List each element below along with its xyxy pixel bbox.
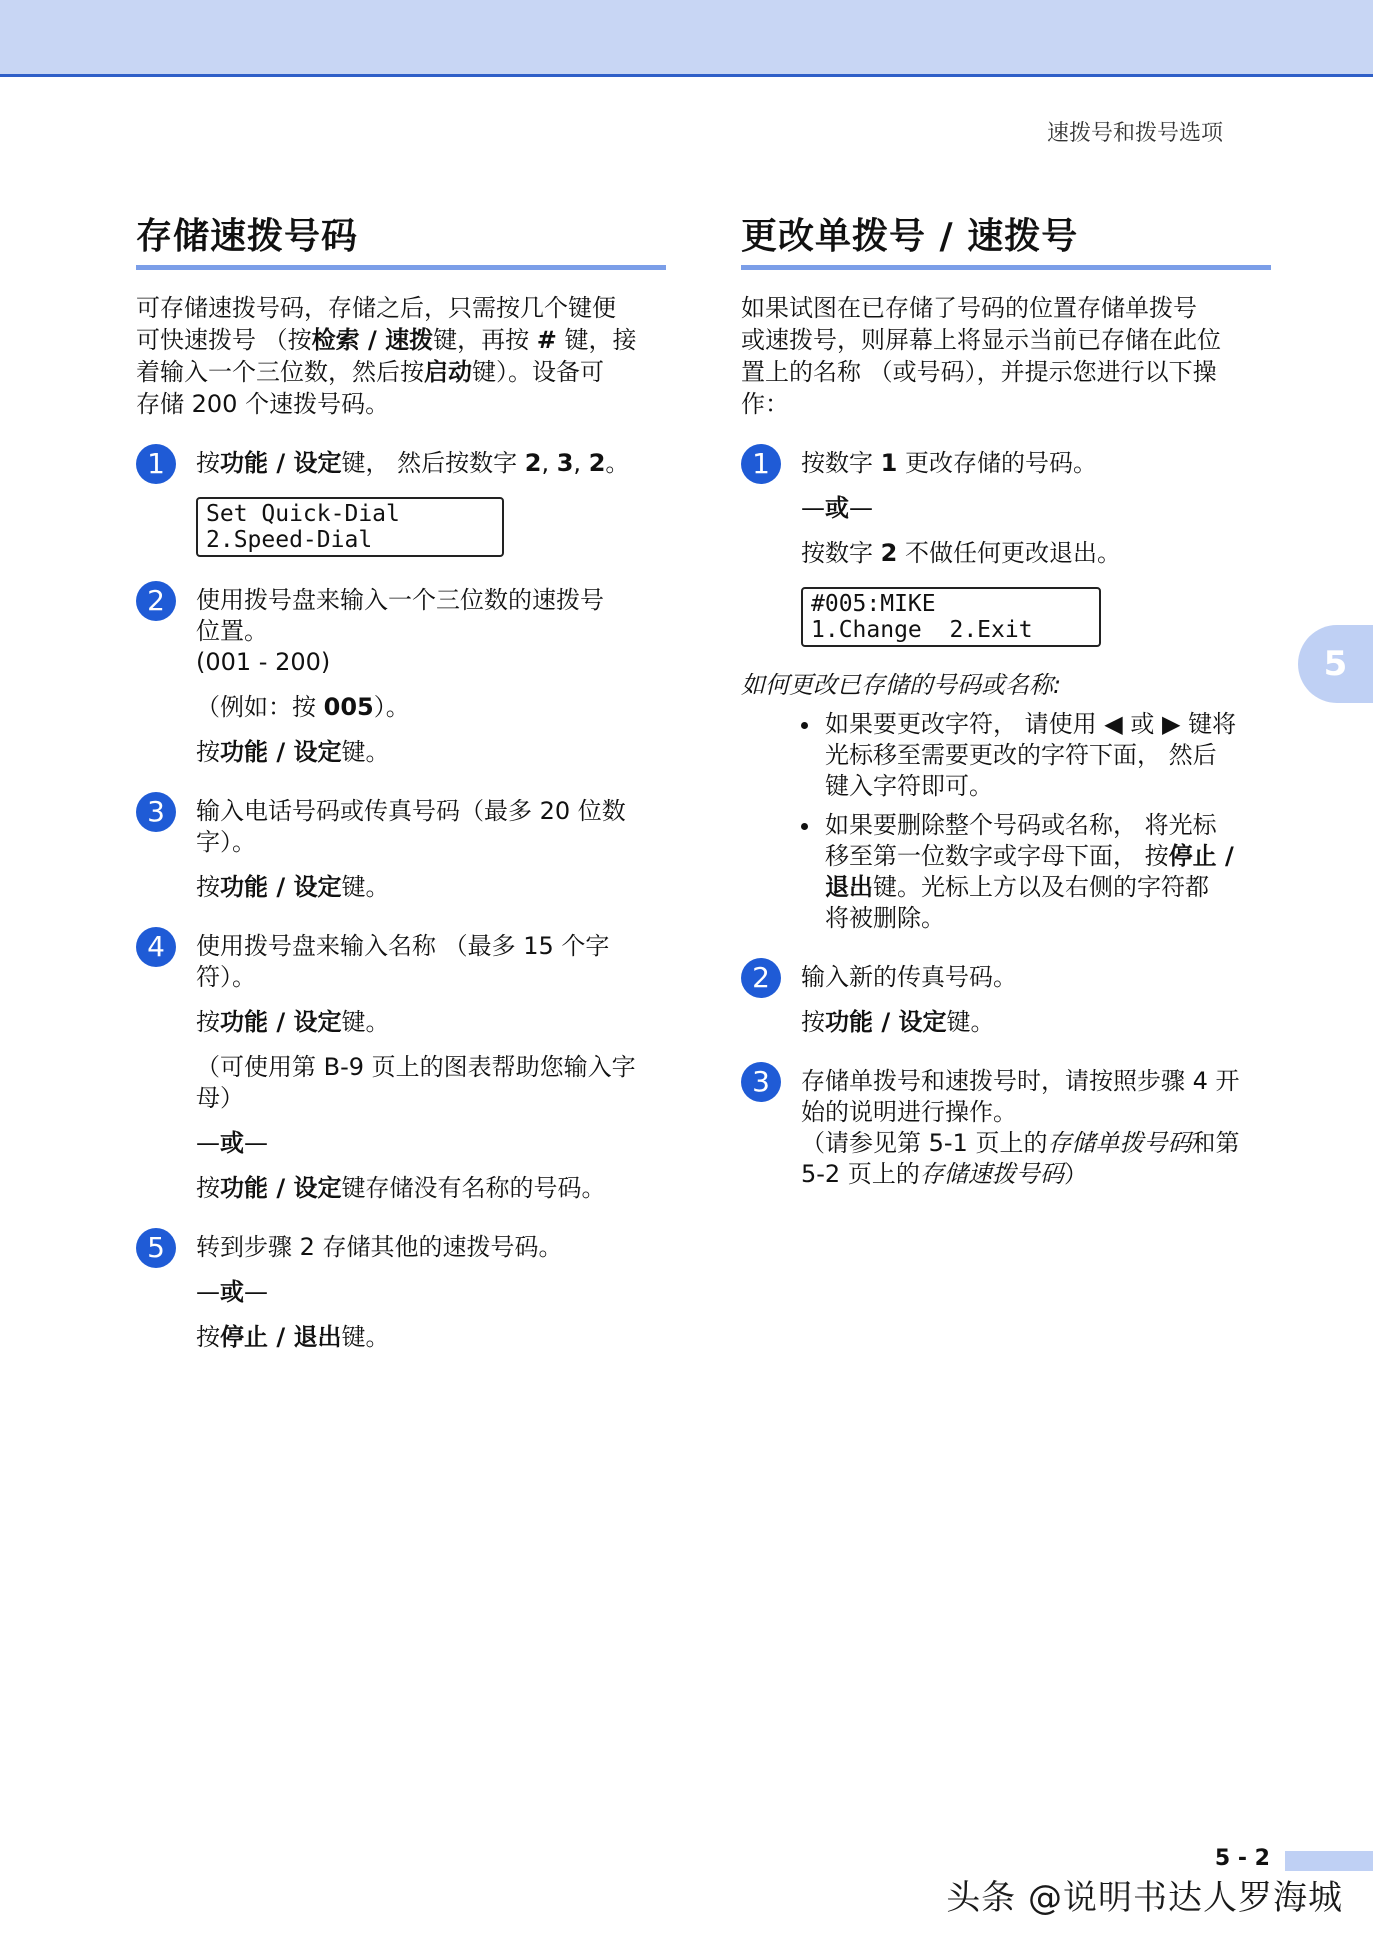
left-arrow-icon: ◀: [1104, 710, 1123, 738]
step-instruction: 使用拨号盘来输入名称 （最多 15 个字 符）。: [196, 932, 610, 991]
left-column: [136, 208, 666, 1353]
step-number-badge: 1: [136, 444, 176, 484]
step-number-badge: 4: [136, 927, 176, 967]
step-instruction: 按功能 / 设定键， 然后按数字 2, 3, 2。: [196, 449, 630, 477]
right-step-2: [741, 962, 1271, 1038]
step-number-badge: 3: [741, 1062, 781, 1102]
step-instruction: 输入电话号码或传真号码（最多 20 位数 字）。: [196, 797, 626, 856]
top-banner: [0, 0, 1373, 77]
step-instruction: 转到步骤 2 存储其他的速拨号码。: [196, 1233, 563, 1261]
step-press: 按功能 / 设定键。: [801, 1008, 995, 1036]
lcd-display: #005:MIKE 1.Change 2.Exit: [801, 587, 1101, 647]
howto-list: [741, 709, 1271, 934]
or-separator: —或—: [196, 1278, 268, 1306]
or-separator: —或—: [801, 494, 873, 522]
left-intro: 可存储速拨号码，存储之后，只需按几个键便 可快速拨号 （按检索 / 速拨键，再按 # 键，接 着输入一个三位数，然后按启动键）。设备可 存储 200 个速拨号码。: [136, 294, 637, 418]
right-step-1: [741, 448, 1271, 647]
step-instruction: 输入新的传真号码。: [801, 963, 1017, 991]
right-column: [741, 208, 1271, 1190]
page-band: [1285, 1851, 1373, 1871]
left-heading: 存储速拨号码: [136, 208, 666, 270]
step-press: 按功能 / 设定键。: [196, 873, 390, 901]
step-number-badge: 3: [136, 792, 176, 832]
step-press-alt: 按功能 / 设定键存储没有名称的号码。: [196, 1174, 606, 1202]
running-header: 速拨号和拨号选项: [1046, 121, 1223, 146]
howto-heading: 如何更改已存储的号码或名称:: [741, 671, 1062, 699]
list-item: 如果要删除整个号码或名称， 将光标 移至第一位数字或字母下面， 按停止 / 退出键。光标上方以及右侧的字符都 将被删除。: [825, 810, 1271, 934]
right-step-3: [741, 1066, 1271, 1190]
right-arrow-icon: ▶: [1162, 710, 1181, 738]
list-item: 如果要更改字符， 请使用 ◀ 或 ▶ 键将 光标移至需要更改的字符下面， 然后 键入字符即可。: [825, 709, 1271, 802]
page-number: 5 - 2: [1214, 1846, 1270, 1871]
step-press: 按功能 / 设定键。: [196, 738, 390, 766]
step-example: （例如：按 005）。: [196, 693, 410, 721]
watermark: 头条 @说明书达人罗海城: [946, 1878, 1343, 1918]
step-instruction: 使用拨号盘来输入一个三位数的速拨号 位置。 (001 - 200): [196, 586, 604, 676]
right-intro: 如果试图在已存储了号码的位置存储单拨号 或速拨号，则屏幕上将显示当前已存储在此位 置上的名称 （或号码），并提示您进行以下操 作：: [741, 294, 1221, 418]
step-instruction: 按数字 1 更改存储的号码。: [801, 449, 1097, 477]
left-step-3: [136, 796, 666, 903]
step-number-badge: 2: [741, 958, 781, 998]
or-separator: —或—: [196, 1129, 268, 1157]
step-note: （可使用第 B-9 页上的图表帮助您输入字 母）: [196, 1053, 636, 1112]
step-instruction: 存储单拨号和速拨号时，请按照步骤 4 开 始的说明进行操作。 （请参见第 5-1 页上的存储单拨号码和第 5-2 页上的存储速拨号码）: [801, 1067, 1240, 1188]
step-press: 按停止 / 退出键。: [196, 1323, 390, 1351]
chapter-tab: 5: [1298, 625, 1373, 703]
left-step-2: [136, 585, 666, 768]
left-step-4: [136, 931, 666, 1204]
left-step-1: [136, 448, 666, 557]
step-number-badge: 2: [136, 581, 176, 621]
step-press: 按功能 / 设定键。: [196, 1008, 390, 1036]
lcd-display: Set Quick-Dial 2.Speed-Dial: [196, 497, 504, 557]
left-step-5: [136, 1232, 666, 1353]
step-instruction-alt: 按数字 2 不做任何更改退出。: [801, 539, 1121, 567]
step-number-badge: 1: [741, 444, 781, 484]
step-number-badge: 5: [136, 1228, 176, 1268]
right-heading: 更改单拨号 / 速拨号: [741, 208, 1271, 270]
